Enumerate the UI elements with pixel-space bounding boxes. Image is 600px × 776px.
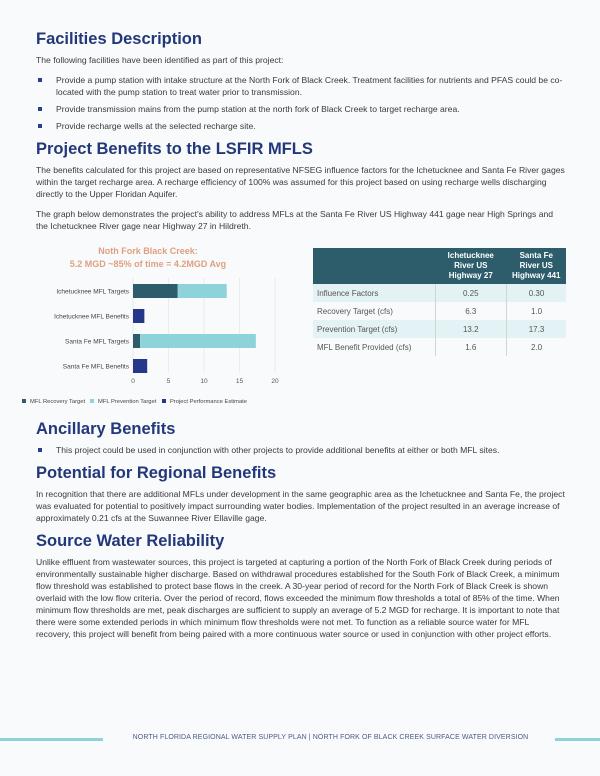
row-label: Influence Factors — [313, 284, 435, 302]
table-cell: 1.6 — [435, 338, 507, 356]
bar-segment — [133, 284, 178, 298]
table-cell: 17.3 — [507, 320, 566, 338]
table-cell: 6.3 — [435, 302, 507, 320]
table-row — [313, 302, 566, 320]
chart-and-table — [30, 240, 566, 415]
legend-label: Project Performance Estimate — [170, 399, 247, 405]
legend-swatch — [162, 399, 166, 403]
facilities-heading: Facilities Description — [36, 30, 202, 48]
chart-subtitle: 5.2 MGD ~85% of time = 4.2MGD Avg — [69, 259, 227, 269]
table-cell: 2.0 — [507, 338, 566, 356]
footer-text: NORTH FLORIDA REGIONAL WATER SUPPLY PLAN | NORTH FORK OF BLACK CREEK SURFACE WATER DIVERSION — [132, 734, 529, 741]
bar-chart — [20, 240, 300, 415]
bar-segment — [178, 284, 227, 298]
ancillary-heading: Ancillary Benefits — [36, 420, 176, 438]
source-paragraph: Unlike effluent from wastewater sources, this project is targeted at capturing a portion of the North Fork of Black Creek during periods of environmentally sustainable higher discharge. Based on withdrawal procedures established for the South Fork of Black Creek, a minimum flow threshold was established to protect base flows in the creek. A 30-year period of record for the North Fork of Black Creek is shown overlaid with the low flow criteria. Over the period of record, flows exceeded the minimum flow thresholds a total of 85% of the time. When minimum flow thresholds are met, peak discharges are sufficient to supply an average of 5.2 MGD for recharge. It is important to note that there were some extended periods in which minimum flow thresholds were not met. To function as a reliable source water for MFL recovery, this project will benefit from being paired with a more continuous water source or used in conjunction with other project efforts. — [36, 557, 560, 639]
mfl-table — [313, 248, 566, 356]
x-tick-label: 0 — [131, 378, 135, 385]
footer-rule — [0, 738, 103, 741]
bar-segment — [133, 359, 147, 373]
table-row — [313, 284, 566, 302]
chart-title: Noth Fork Black Creek: — [98, 246, 198, 256]
source-heading: Source Water Reliability — [36, 532, 225, 550]
list-item: Provide transmission mains from the pump station at the north fork of Black Creek to target recharge area. — [36, 103, 566, 115]
category-label: Ichetucknee MFL Benefits — [54, 313, 129, 321]
row-label: Recovery Target (cfs) — [313, 302, 435, 320]
table-row — [313, 320, 566, 338]
x-tick-label: 15 — [235, 378, 244, 385]
benefits-paragraph: The benefits calculated for this project are based on representative NFSEG influence factors for the Ichetucknee and Santa Fe River gages within the target recharge area. A recharge efficiency of 100% was assumed for this project based on using recharge wells discharging directly to the Upper Floridan Aquifer. — [36, 165, 565, 199]
row-label: Prevention Target (cfs) — [313, 320, 435, 338]
x-tick-label: 20 — [271, 378, 279, 385]
list-item: This project could be used in conjunction with other projects to provide additional benefits at either or both MFL sites. — [36, 444, 566, 456]
benefits-heading: Project Benefits to the LSFIR MFLS — [36, 140, 313, 158]
legend-swatch — [90, 399, 94, 403]
facilities-list — [36, 74, 566, 132]
bar-segment — [133, 309, 144, 323]
table-cell: 0.30 — [507, 284, 566, 302]
category-label: Santa Fe MFL Benefits — [62, 363, 129, 371]
x-tick-label: 5 — [166, 378, 171, 385]
list-item: Provide a pump station with intake structure at the North Fork of Black Creek. Treatment facilities for nutrients and PFAS could be co-located with the pump station to treat water prior to transmission. — [36, 74, 566, 98]
ancillary-list — [36, 444, 566, 456]
facilities-intro: The following facilities have been identified as part of this project: — [36, 55, 284, 65]
x-tick-label: 10 — [200, 378, 208, 385]
benefits-paragraph: The graph below demonstrates the project's ability to address MFLs at the Santa Fe River US Highway 441 gage near High Springs and the Ichetucknee River gage near Highway 27 in Hildreth. — [36, 209, 554, 231]
table-cell: 0.25 — [435, 284, 507, 302]
legend-label: MFL Prevention Target — [98, 399, 157, 405]
row-label: MFL Benefit Provided (cfs) — [313, 338, 435, 356]
table-cell: 1.0 — [507, 302, 566, 320]
table-cell: 13.2 — [435, 320, 507, 338]
page-content — [30, 30, 566, 648]
regional-paragraph: In recognition that there are additional MFLs under development in the same geographic area as the Ichetucknee and Santa Fe, the project was evaluated for potential to positively impact surrounding water bodies. Implementation of the project resulted in an average increase of approximately 0.21 cfs at the Suwannee River Ellaville gage. — [36, 489, 565, 523]
legend-swatch — [22, 399, 26, 403]
bar-segment — [133, 334, 140, 348]
list-item: Provide recharge wells at the selected recharge site. — [36, 120, 566, 132]
category-label: Santa Fe MFL Targets — [65, 338, 129, 346]
category-label: Ichetucknee MFL Targets — [56, 288, 129, 296]
footer — [0, 734, 600, 744]
regional-heading: Potential for Regional Benefits — [36, 464, 277, 482]
table-header — [313, 248, 435, 284]
bar-segment — [140, 334, 256, 348]
footer-rule — [555, 738, 600, 741]
legend-label: MFL Recovery Target — [30, 399, 86, 405]
table-header: Santa Fe River US Highway 441 — [507, 248, 566, 284]
table-row — [313, 338, 566, 356]
table-header: Ichetucknee River US Highway 27 — [435, 248, 507, 284]
